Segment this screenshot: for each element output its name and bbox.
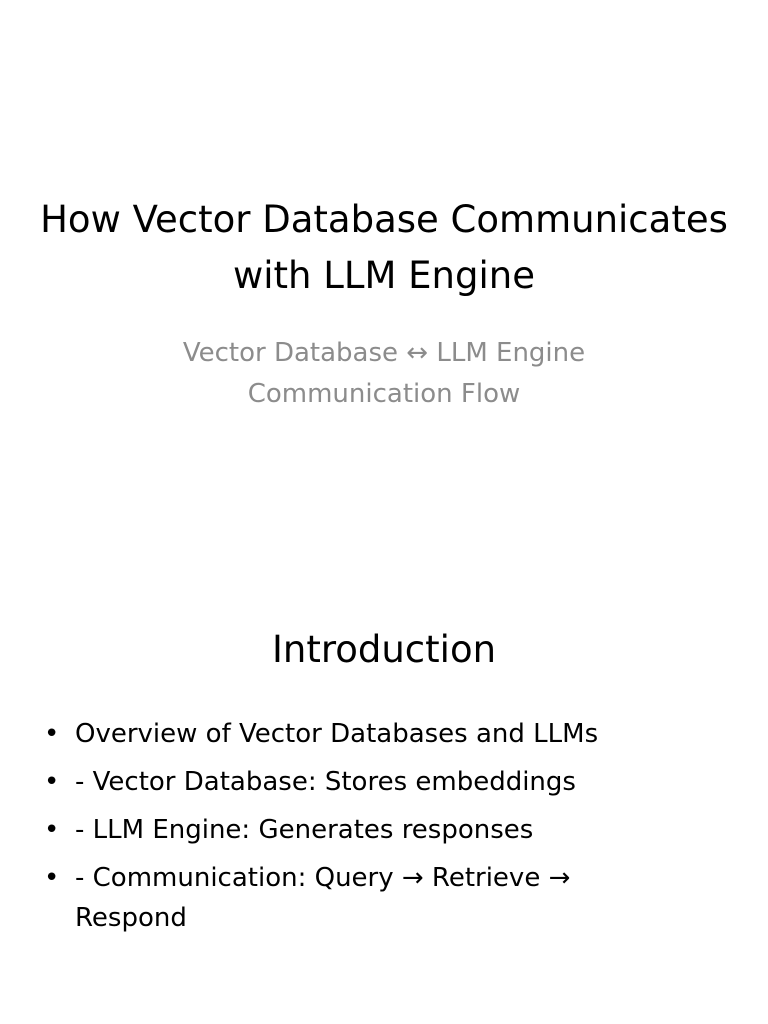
subtitle-line: Vector Database ↔ LLM Engine (182, 338, 586, 368)
content-slide (0, 512, 768, 1024)
bullet-icon: • (44, 767, 60, 797)
bullet-text: - Communication: Query → Retrieve → Respond (75, 863, 571, 933)
bullet-item (44, 810, 684, 850)
bullet-text: Overview of Vector Databases and LLMs (75, 719, 599, 749)
slide-title: Introduction (271, 628, 497, 671)
bullet-icon: • (44, 863, 60, 893)
bullet-icon: • (44, 719, 60, 749)
bullet-list (44, 714, 684, 946)
bullet-text: - Vector Database: Stores embeddings (75, 767, 576, 797)
bullet-item (44, 858, 684, 938)
bullet-item (44, 762, 684, 802)
slide-subtitle (60, 333, 708, 415)
slide-title: How Vector Database Communicates with LLM Engine (40, 198, 728, 297)
bullet-icon: • (44, 815, 60, 845)
subtitle-line: Communication Flow (247, 379, 521, 409)
bullet-item (44, 714, 684, 754)
bullet-text: - LLM Engine: Generates responses (75, 815, 534, 845)
